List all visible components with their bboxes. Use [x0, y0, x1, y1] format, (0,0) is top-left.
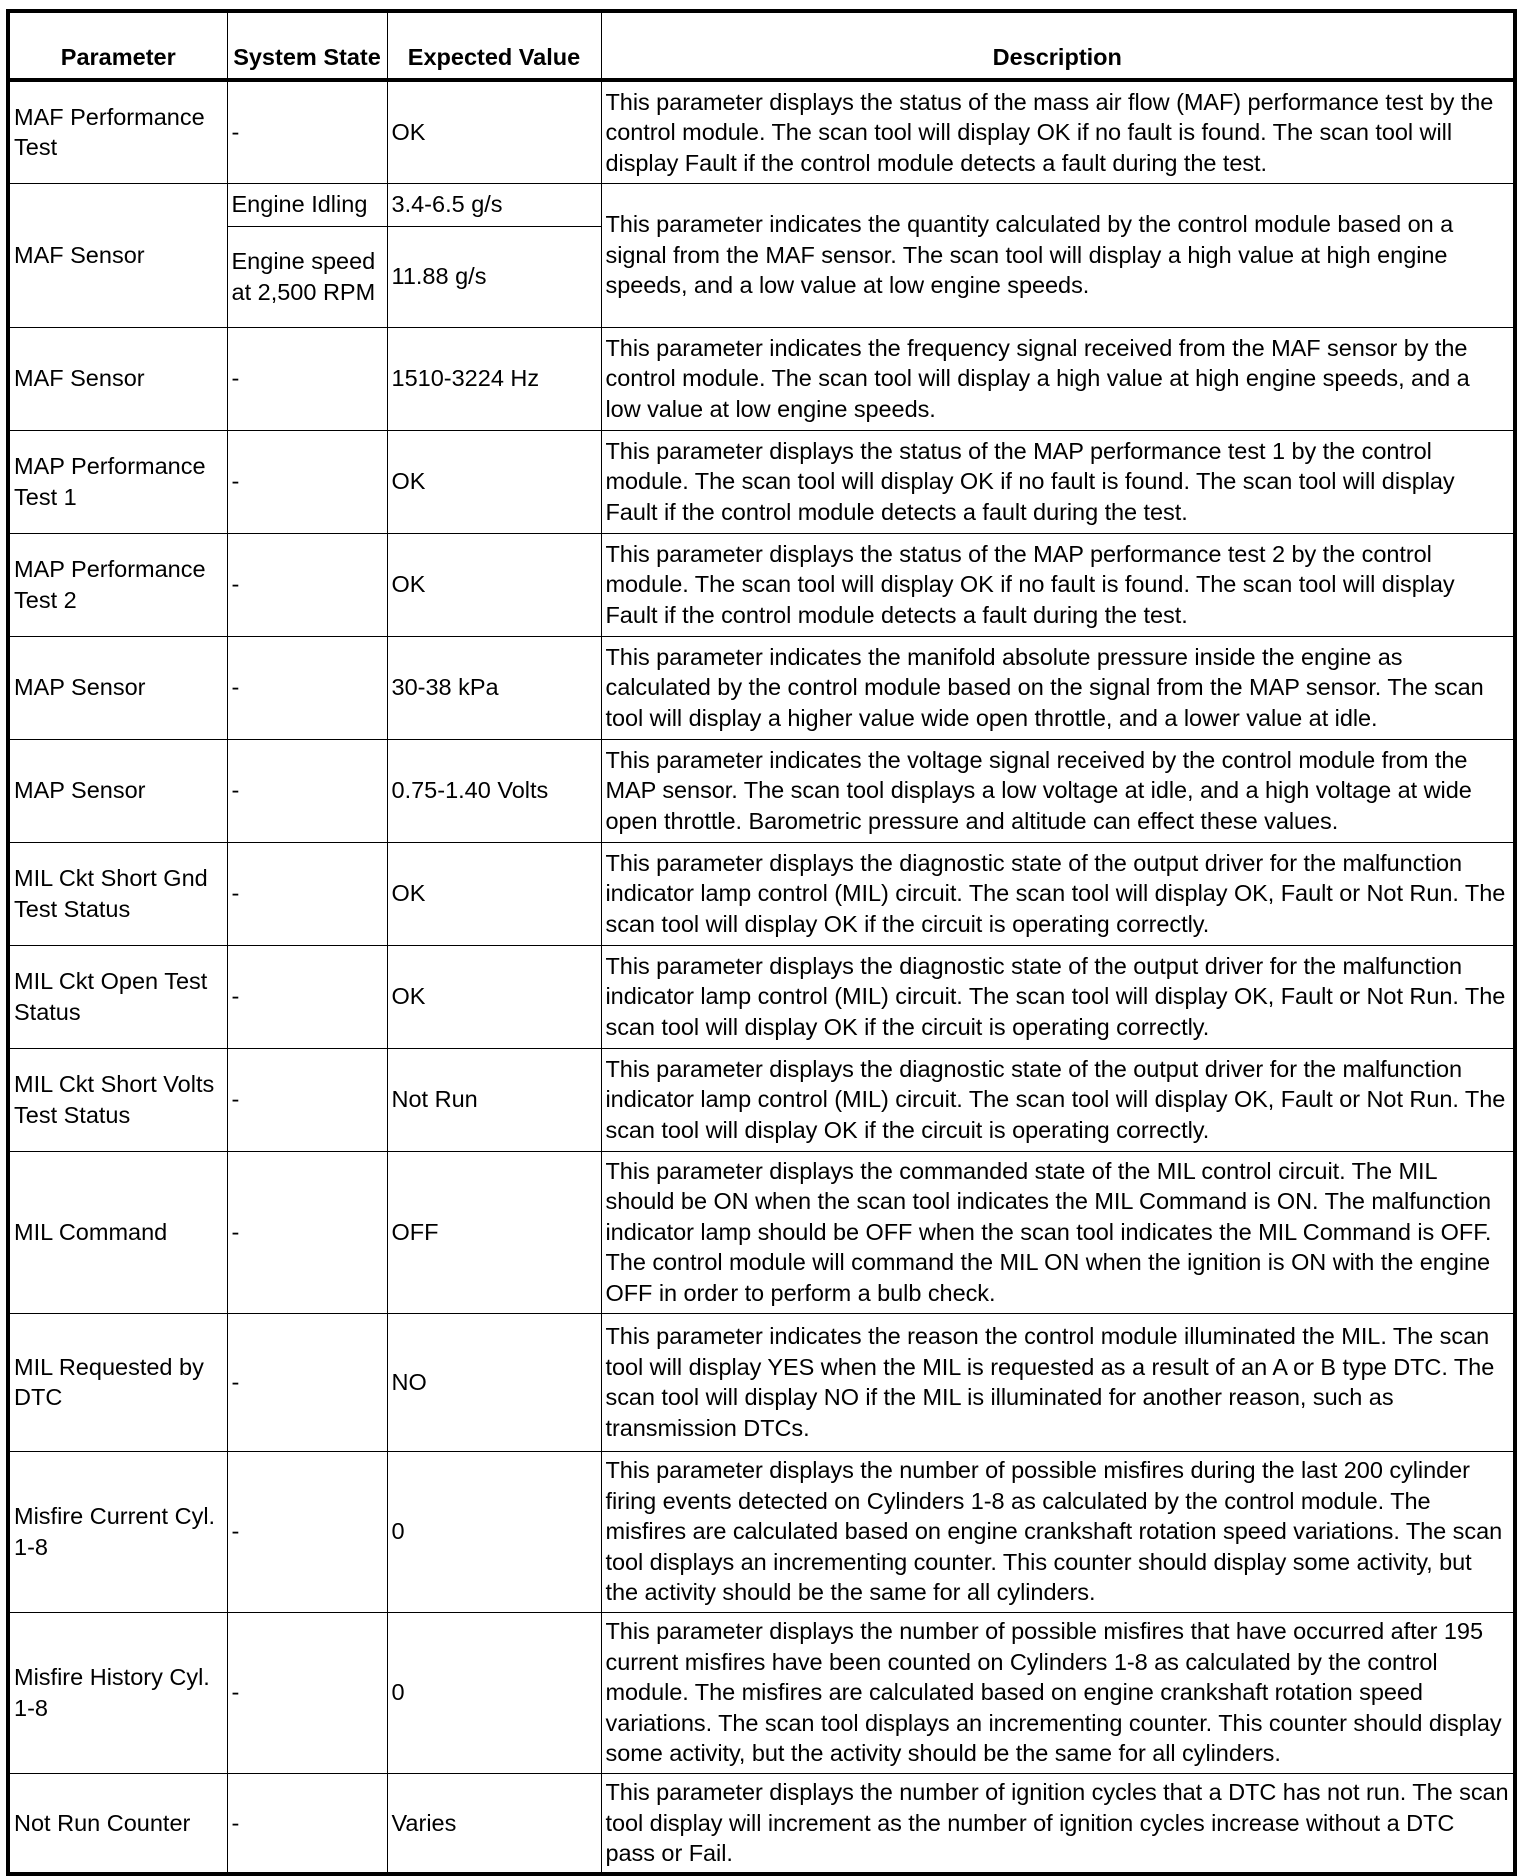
system-state-cell: - — [227, 1773, 387, 1874]
expected-value-cell: Varies — [387, 1773, 601, 1874]
system-state-cell: - — [227, 945, 387, 1048]
system-state-cell: - — [227, 1151, 387, 1313]
description-cell: This parameter displays the number of possible misfires that have occurred after 195 current misfires have been counted on Cylinders 1-8 as calculated by the control module. The misfires are calculated based on engine crankshaft rotation speed variations. The scan tool displays an incrementing counter. This counter should display some activity, but the activity should be the same for all cylinders. — [601, 1612, 1515, 1773]
system-state-cell: - — [227, 430, 387, 533]
table-row — [8, 430, 1515, 533]
parameter-cell: MAF Performance Test — [8, 80, 227, 183]
parameter-cell: MAP Sensor — [8, 739, 227, 842]
expected-value-cell: 3.4-6.5 g/s — [387, 183, 601, 226]
description-cell: This parameter displays the diagnostic state of the output driver for the malfunction indicator lamp control (MIL) circuit. The scan tool will display OK, Fault or Not Run. The scan tool will display OK if the circuit is operating correctly. — [601, 1048, 1515, 1151]
system-state-cell: - — [227, 636, 387, 739]
system-state-cell: Engine speed at 2,500 RPM — [227, 226, 387, 327]
parameter-cell: Misfire History Cyl. 1-8 — [8, 1612, 227, 1773]
parameter-cell: MAF Sensor — [8, 183, 227, 327]
system-state-cell: - — [227, 1451, 387, 1612]
expected-value-cell: Not Run — [387, 1048, 601, 1151]
parameter-cell: MIL Command — [8, 1151, 227, 1313]
header-system-state: System State — [227, 11, 387, 80]
description-cell: This parameter displays the status of the mass air flow (MAF) performance test by the control module. The scan tool will display OK if no fault is found. The scan tool will display Fault if the control module detects a fault during the test. — [601, 80, 1515, 183]
table-row — [8, 1773, 1515, 1874]
table-row — [8, 1048, 1515, 1151]
expected-value-cell: 30-38 kPa — [387, 636, 601, 739]
header-expected-value: Expected Value — [387, 11, 601, 80]
parameter-cell: MAP Sensor — [8, 636, 227, 739]
table-row — [8, 183, 1515, 226]
expected-value-cell: 0 — [387, 1451, 601, 1612]
parameter-cell: MIL Ckt Short Volts Test Status — [8, 1048, 227, 1151]
parameter-cell: Not Run Counter — [8, 1773, 227, 1874]
parameter-cell: MAP Performance Test 2 — [8, 533, 227, 636]
expected-value-cell: OK — [387, 80, 601, 183]
description-cell: This parameter indicates the quantity calculated by the control module based on a signal from the MAF sensor. The scan tool will display a high value at high engine speeds, and a low value at low engine speeds. — [601, 183, 1515, 327]
table-row — [8, 945, 1515, 1048]
expected-value-cell: NO — [387, 1313, 601, 1451]
description-cell: This parameter displays the status of the MAP performance test 2 by the control module. The scan tool will display OK if no fault is found. The scan tool will display Fault if the control module detects a fault during the test. — [601, 533, 1515, 636]
system-state-cell: Engine Idling — [227, 183, 387, 226]
system-state-cell: - — [227, 1612, 387, 1773]
header-parameter: Parameter — [8, 11, 227, 80]
expected-value-cell: 11.88 g/s — [387, 226, 601, 327]
system-state-cell: - — [227, 327, 387, 430]
expected-value-cell: OFF — [387, 1151, 601, 1313]
table-row — [8, 739, 1515, 842]
expected-value-cell: OK — [387, 533, 601, 636]
table-row — [8, 327, 1515, 430]
expected-value-cell: 0 — [387, 1612, 601, 1773]
table-row — [8, 1612, 1515, 1773]
system-state-cell: - — [227, 739, 387, 842]
system-state-cell: - — [227, 533, 387, 636]
description-cell: This parameter displays the commanded state of the MIL control circuit. The MIL should be ON when the scan tool indicates the MIL Command is ON. The malfunction indicator lamp should be OFF when the scan tool indicates the MIL Command is OFF. The control module will command the MIL ON when the ignition is ON with the engine OFF in order to perform a bulb check. — [601, 1151, 1515, 1313]
table-row — [8, 1451, 1515, 1612]
description-cell: This parameter displays the status of the MAP performance test 1 by the control module. The scan tool will display OK if no fault is found. The scan tool will display Fault if the control module detects a fault during the test. — [601, 430, 1515, 533]
description-cell: This parameter indicates the reason the control module illuminated the MIL. The scan tool will display YES when the MIL is requested as a result of an A or B type DTC. The scan tool will display NO if the MIL is illuminated for another reason, such as transmission DTCs. — [601, 1313, 1515, 1451]
expected-value-cell: OK — [387, 945, 601, 1048]
description-cell: This parameter indicates the voltage signal received by the control module from the MAP sensor. The scan tool displays a low voltage at idle, and a high voltage at wide open throttle. Barometric pressure and altitude can effect these values. — [601, 739, 1515, 842]
system-state-cell: - — [227, 80, 387, 183]
system-state-cell: - — [227, 1313, 387, 1451]
parameter-cell: MIL Requested by DTC — [8, 1313, 227, 1451]
table-row — [8, 1151, 1515, 1313]
parameter-cell: MIL Ckt Short Gnd Test Status — [8, 842, 227, 945]
expected-value-cell: OK — [387, 430, 601, 533]
scan-tool-parameter-table — [6, 9, 1517, 1876]
parameter-cell: Misfire Current Cyl. 1-8 — [8, 1451, 227, 1612]
expected-value-cell: 1510-3224 Hz — [387, 327, 601, 430]
header-row — [8, 11, 1515, 80]
system-state-cell: - — [227, 842, 387, 945]
system-state-cell: - — [227, 1048, 387, 1151]
description-cell: This parameter displays the diagnostic state of the output driver for the malfunction indicator lamp control (MIL) circuit. The scan tool will display OK, Fault or Not Run. The scan tool will display OK if the circuit is operating correctly. — [601, 842, 1515, 945]
description-cell: This parameter indicates the frequency signal received from the MAF sensor by the control module. The scan tool will display a high value at high engine speeds, and a low value at low engine speeds. — [601, 327, 1515, 430]
description-cell: This parameter displays the number of possible misfires during the last 200 cylinder firing events detected on Cylinders 1-8 as calculated by the control module. The misfires are calculated based on engine crankshaft rotation speed variations. The scan tool displays an incrementing counter. This counter should display some activity, but the activity should be the same for all cylinders. — [601, 1451, 1515, 1612]
expected-value-cell: OK — [387, 842, 601, 945]
table-row — [8, 842, 1515, 945]
parameter-cell: MAP Performance Test 1 — [8, 430, 227, 533]
parameter-cell: MAF Sensor — [8, 327, 227, 430]
description-cell: This parameter displays the number of ignition cycles that a DTC has not run. The scan tool display will increment as the number of ignition cycles increase without a DTC pass or Fail. — [601, 1773, 1515, 1874]
parameter-cell: MIL Ckt Open Test Status — [8, 945, 227, 1048]
header-description: Description — [601, 11, 1515, 80]
table-row — [8, 533, 1515, 636]
table-row — [8, 1313, 1515, 1451]
description-cell: This parameter displays the diagnostic state of the output driver for the malfunction indicator lamp control (MIL) circuit. The scan tool will display OK, Fault or Not Run. The scan tool will display OK if the circuit is operating correctly. — [601, 945, 1515, 1048]
expected-value-cell: 0.75-1.40 Volts — [387, 739, 601, 842]
table-row — [8, 636, 1515, 739]
description-cell: This parameter indicates the manifold absolute pressure inside the engine as calculated by the control module based on the signal from the MAP sensor. The scan tool will display a higher value wide open throttle, and a lower value at idle. — [601, 636, 1515, 739]
table-row — [8, 80, 1515, 183]
